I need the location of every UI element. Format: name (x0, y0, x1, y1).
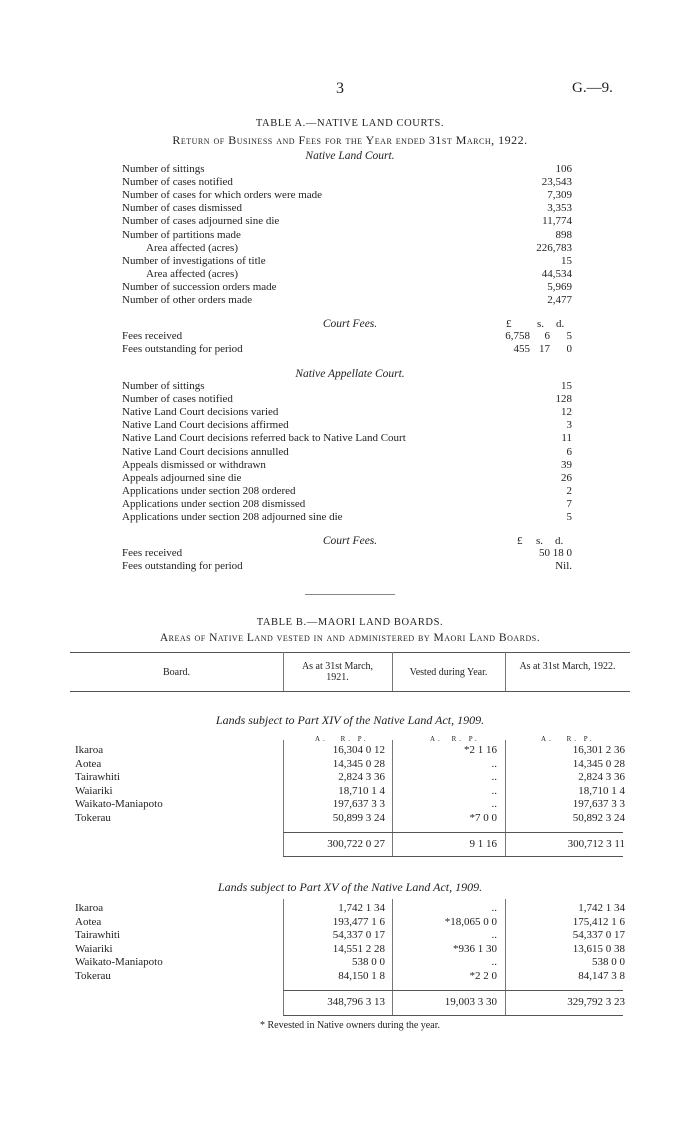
board-name: Tairawhiti (75, 771, 121, 783)
appellate-fee-value: 50 18 0 (539, 547, 572, 559)
native-land-court-value: 2,477 (547, 294, 572, 306)
native-land-court-value: 106 (555, 163, 572, 175)
court-fee-pounds: 455 (513, 343, 530, 356)
total-rule-bottom (283, 856, 623, 857)
native-land-court-label: Area affected (acres) (146, 267, 239, 280)
native-land-court-label: Number of cases for which orders were made (122, 189, 323, 202)
area-1921-column-1 (288, 744, 385, 825)
area-1921: 1,742 1 34 (338, 902, 385, 914)
native-land-court-label: Area affected (acres) (146, 241, 239, 254)
table-b-subtitle: Areas of Native Land vested in and administered by Maori Land Boards. (159, 632, 541, 644)
native-appellate-court-row (122, 380, 572, 393)
area-1922: 175,412 1 6 (572, 915, 625, 928)
unit-header-1921: A. R. P. (315, 735, 369, 743)
native-land-court-label: Number of cases dismissed (122, 202, 243, 215)
native-land-court-value: 11,774 (542, 215, 572, 228)
footnote: * Revested in Native owners during the year. (260, 1020, 440, 1031)
pence-header-appellate: d. (555, 535, 564, 547)
native-land-court-value: 7,309 (547, 189, 572, 202)
native-appellate-court-row (122, 393, 572, 406)
native-land-court-row (122, 268, 572, 281)
pounds-header-appellate: £ (517, 535, 523, 547)
native-land-court-label: Number of investigations of title (122, 254, 266, 267)
native-appellate-court-value: 12 (561, 406, 572, 419)
area-1922: 14,345 0 28 (572, 757, 625, 770)
total-vested-part-xiv: 9 1 16 (469, 838, 497, 850)
native-appellate-court-row (122, 446, 572, 459)
area-1921: 193,477 1 6 (332, 915, 385, 928)
board-name: Waikato-Maniapoto (75, 956, 163, 968)
area-1921: 197,637 3 3 (332, 798, 385, 810)
native-appellate-court-value: 6 (566, 445, 572, 458)
total-rule (283, 990, 623, 991)
vested-during-year: .. (491, 771, 497, 783)
table-b-title: TABLE B.—MAORI LAND BOARDS. (256, 617, 444, 628)
area-1922: 538 0 0 (592, 956, 625, 968)
appellate-fee-label: Fees received (122, 547, 183, 559)
native-land-court-label: Number of sittings (122, 163, 205, 175)
column-divider (283, 740, 284, 856)
court-fee-pence: 5 (566, 330, 572, 342)
native-land-court-value: 898 (555, 228, 572, 241)
column-header-1922: As at 31st March, 1922. (519, 661, 616, 672)
native-land-court-label: Number of other orders made (122, 294, 253, 306)
board-name: Aotea (75, 757, 102, 770)
unit-header-vested: A. R. P. (430, 735, 480, 743)
native-appellate-court-label: Native Land Court decisions referred back to Native Land Court (122, 432, 406, 445)
column-divider (392, 899, 393, 1015)
area-1922: 84,147 3 8 (578, 969, 625, 982)
area-1922: 54,337 0 17 (572, 929, 625, 941)
area-1922-column-1 (510, 744, 625, 825)
native-land-court-row (122, 176, 572, 189)
area-1921: 2,824 3 36 (338, 771, 385, 783)
part-xiv-heading: Lands subject to Part XIV of the Native Land Act, 1909. (215, 713, 485, 727)
native-land-court-value: 23,543 (541, 176, 572, 189)
area-1922: 16,301 2 36 (572, 744, 625, 756)
board-name: Ikaroa (75, 744, 104, 756)
shillings-header-appellate: s. (536, 535, 544, 547)
table-b-header-rule (70, 691, 630, 692)
table-a-title: TABLE A.—NATIVE LAND COURTS. (255, 118, 445, 129)
native-land-court-row (122, 242, 572, 255)
native-land-court-label: Number of cases notified (122, 176, 233, 189)
total-1921-part-xiv: 300,722 0 27 (327, 838, 385, 850)
native-land-court-row (122, 229, 572, 242)
native-appellate-court-heading: Native Appellate Court. (295, 368, 405, 380)
court-fee-pence: 0 (566, 343, 572, 356)
area-1922: 13,615 0 38 (572, 942, 625, 955)
native-land-court-value: 15 (561, 254, 572, 267)
native-appellate-court-value: 39 (561, 458, 572, 471)
native-land-court-label: Number of cases adjourned sine die (122, 215, 280, 228)
native-land-court-value: 5,969 (547, 280, 572, 293)
area-1921: 54,337 0 17 (332, 929, 385, 941)
native-land-court-label: Number of partitions made (122, 228, 241, 241)
vested-during-year: .. (491, 956, 497, 968)
native-land-court-row (122, 255, 572, 268)
appellate-fee-label: Fees outstanding for period (122, 560, 243, 573)
appellate-fee-row (122, 547, 572, 560)
native-land-court-row (122, 163, 572, 176)
boards-column-2 (75, 902, 280, 983)
court-fee-pounds: 6,758 (505, 330, 530, 342)
native-appellate-court-value: 7 (566, 497, 572, 510)
unit-header-1922: A. R. P. (541, 735, 595, 743)
native-appellate-court-label: Appeals dismissed or withdrawn (122, 458, 266, 471)
column-header-vested: Vested during Year. (409, 667, 488, 678)
area-1921: 14,345 0 28 (332, 757, 385, 770)
native-land-court-heading: Native Land Court. (305, 150, 395, 162)
area-1922: 2,824 3 36 (578, 771, 625, 783)
column-header-board: Board. (163, 667, 190, 678)
native-appellate-court-label: Number of cases notified (122, 393, 233, 406)
area-1921-column-2 (288, 902, 385, 983)
vested-during-year: *7 0 0 (469, 811, 497, 824)
vested-during-year: *18,065 0 0 (444, 915, 497, 928)
court-fees-heading-appellate: Court Fees. (322, 535, 378, 547)
appellate-fee-row (122, 560, 572, 573)
boards-column-1 (75, 744, 280, 825)
native-appellate-court-row (122, 432, 572, 445)
vested-during-year: .. (491, 757, 497, 770)
area-1922: 1,742 1 34 (578, 902, 625, 914)
native-appellate-court-value: 15 (561, 380, 572, 392)
court-fee-label: Fees received (122, 330, 183, 342)
area-1921: 84,150 1 8 (338, 969, 385, 982)
section-divider (305, 594, 395, 595)
total-rule (283, 832, 623, 833)
board-name: Aotea (75, 915, 102, 928)
board-name: Tokerau (75, 969, 111, 982)
area-1921: 50,899 3 24 (332, 811, 385, 824)
board-name: Waiariki (75, 784, 113, 797)
area-1922-column-2 (510, 902, 625, 983)
native-appellate-court-label: Native Land Court decisions varied (122, 406, 279, 419)
native-appellate-court-value: 26 (561, 471, 572, 484)
area-1922: 197,637 3 3 (572, 798, 625, 810)
board-name: Waiariki (75, 942, 113, 955)
column-divider (392, 740, 393, 856)
column-header-1921: As at 31st March, 1921. (301, 661, 374, 683)
board-name: Tairawhiti (75, 929, 121, 941)
vested-column-2 (397, 902, 497, 983)
vested-during-year: .. (491, 798, 497, 810)
area-1922: 18,710 1 4 (578, 784, 625, 797)
document-reference: G.—9. (572, 80, 613, 96)
vested-during-year: .. (491, 929, 497, 941)
area-1921: 538 0 0 (352, 956, 385, 968)
native-appellate-court-row (122, 485, 572, 498)
native-appellate-court-label: Number of sittings (122, 380, 205, 392)
native-appellate-court-row (122, 406, 572, 419)
court-fee-shillings: 17 (539, 343, 550, 356)
native-appellate-court-value: 11 (561, 432, 572, 445)
native-appellate-court-label: Applications under section 208 adjourned sine die (122, 511, 343, 523)
appellate-fee-value: Nil. (555, 560, 572, 573)
court-fees-heading: Court Fees. (322, 318, 378, 330)
native-appellate-court-row (122, 511, 572, 524)
column-divider (505, 652, 506, 691)
area-1921: 16,304 0 12 (332, 744, 385, 756)
vested-during-year: *2 2 0 (469, 969, 497, 982)
native-appellate-court-value: 3 (566, 419, 572, 432)
native-appellate-court-label: Native Land Court decisions annulled (122, 445, 289, 458)
native-appellate-court-row (122, 472, 572, 485)
native-land-court-label: Number of succession orders made (122, 280, 277, 293)
native-land-court-value: 226,783 (536, 241, 572, 254)
part-xv-heading: Lands subject to Part XV of the Native Land Act, 1909. (217, 880, 483, 894)
column-divider (283, 899, 284, 1015)
native-appellate-court-row (122, 419, 572, 432)
area-1921: 18,710 1 4 (338, 784, 385, 797)
table-b-top-rule (70, 652, 630, 653)
native-land-court-value: 44,534 (541, 267, 572, 280)
native-land-court-value: 3,353 (547, 202, 572, 215)
board-name: Ikaroa (75, 902, 104, 914)
vested-during-year: .. (491, 784, 497, 797)
native-land-court-row (122, 189, 572, 202)
total-1922-part-xv: 329,792 3 23 (567, 996, 625, 1008)
court-fee-label: Fees outstanding for period (122, 343, 243, 356)
native-appellate-court-label: Applications under section 208 dismissed (122, 497, 306, 510)
native-appellate-court-value: 5 (566, 511, 572, 523)
total-vested-part-xv: 19,003 3 30 (444, 996, 497, 1008)
native-appellate-court-value: 2 (566, 484, 572, 497)
area-1921: 14,551 2 28 (332, 942, 385, 955)
column-divider (505, 740, 506, 856)
vested-column-1 (397, 744, 497, 825)
native-appellate-court-label: Native Land Court decisions affirmed (122, 419, 289, 432)
native-appellate-court-value: 128 (555, 393, 572, 406)
area-1922: 50,892 3 24 (572, 811, 625, 824)
native-appellate-court-label: Appeals adjourned sine die (122, 471, 242, 484)
native-land-court-row (122, 294, 572, 307)
native-land-court-row (122, 215, 572, 228)
total-1921-part-xv: 348,796 3 13 (327, 996, 385, 1008)
pence-header: d. (556, 318, 565, 330)
page-number: 3 (336, 80, 344, 97)
board-name: Waikato-Maniapoto (75, 798, 163, 810)
native-land-court-row (122, 281, 572, 294)
total-rule-bottom (283, 1015, 623, 1016)
court-fee-shillings: 6 (544, 330, 550, 342)
shillings-header: s. (537, 318, 545, 330)
vested-during-year: .. (491, 902, 497, 914)
vested-during-year: *2 1 16 (464, 744, 497, 756)
vested-during-year: *936 1 30 (453, 942, 497, 955)
total-1922-part-xiv: 300,712 3 11 (567, 838, 625, 850)
native-appellate-court-row (122, 498, 572, 511)
native-land-court-row (122, 202, 572, 215)
column-divider (505, 899, 506, 1015)
board-name: Tokerau (75, 811, 111, 824)
native-appellate-court-label: Applications under section 208 ordered (122, 484, 296, 497)
native-appellate-court-row (122, 459, 572, 472)
pounds-header: £ (506, 318, 512, 330)
table-a-subtitle: Return of Business and Fees for the Year ended 31st March, 1922. (172, 133, 528, 147)
column-divider (283, 652, 284, 691)
